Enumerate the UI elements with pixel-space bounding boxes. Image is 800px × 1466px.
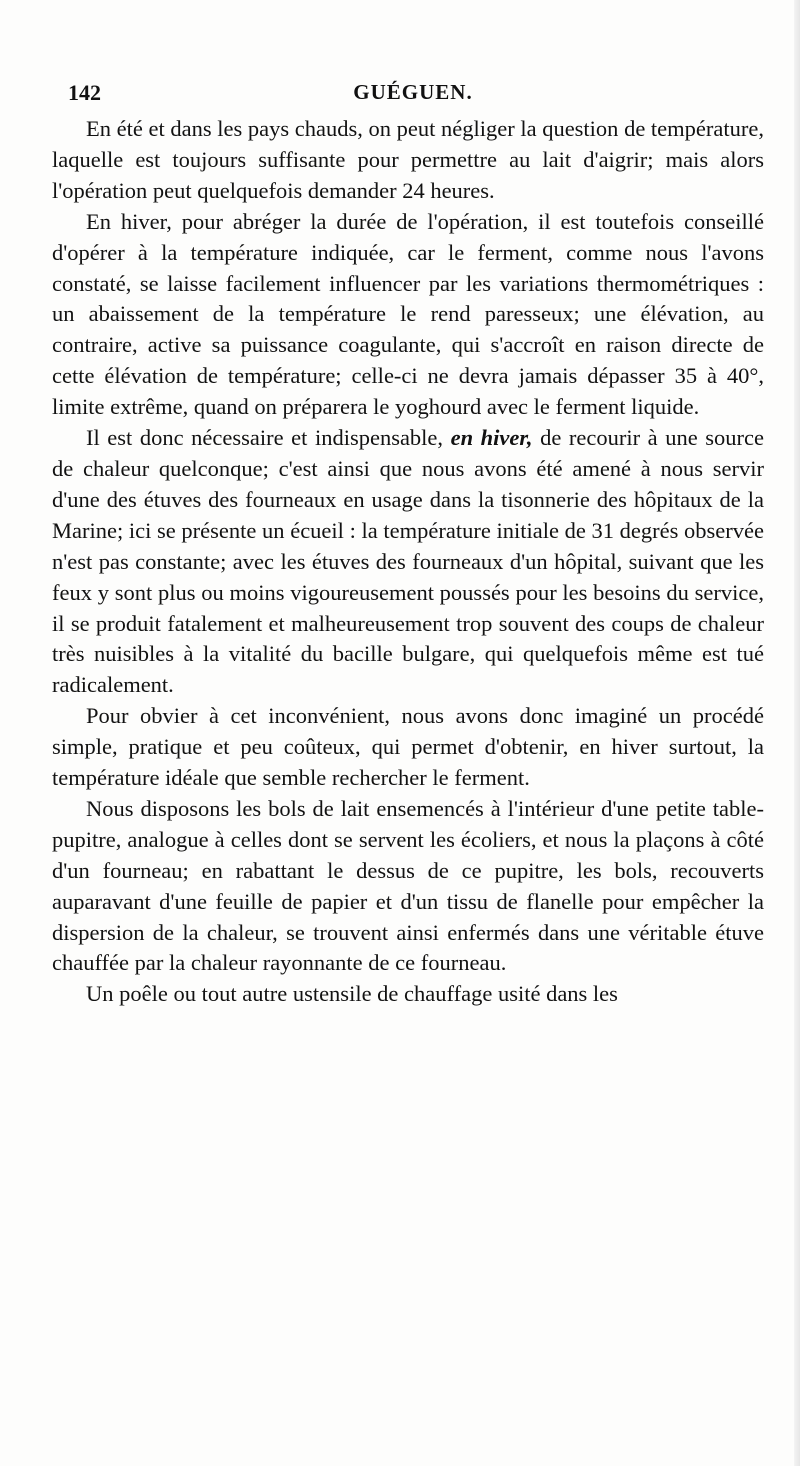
paragraph-text: de recourir à une source de chaleur quelconque; c'est ainsi que nous avons été amené à nous servir d'une des étuves des fourneaux en usage dans la tisonnerie des hôpitaux de la Marine; ici se présente un écueil : la température initiale de 31 degrés observée n'est pas constante; avec les étuves des fourneaux d'un hôpital, suivant que les feux y sont plus ou moins vigoureusement poussés pour les besoins du service, il se produit fatalement et malheureusement trop souvent des coups de chaleur très nuisibles à la vitalité du bacille bulgare, qui quelquefois même est tué radicalement. [52,425,764,698]
running-head: GUÉGUEN. [353,80,473,104]
paragraph: Nous disposons les bols de lait ensemencés à l'intérieur d'une petite table-pupitre, analogue à celles dont se servent les écoliers, et nous la plaçons à côté d'un fourneau; en rabattant le dessus de ce pupitre, les bols, recouverts auparavant d'une feuille de papier et d'un tissu de flanelle pour empêcher la dispersion de la chaleur, se trouvent ainsi enfermés dans une véritable étuve chauffée par la chaleur rayonnante de ce fourneau. [52,795,764,976]
emphasis-text: en hiver, [450,425,533,451]
page-header [68,80,758,112]
paragraph: En hiver, pour abréger la durée de l'opération, il est toutefois conseillé d'opérer à la température indiquée, car le ferment, comme nous l'avons constaté, se laisse facilement influencer par les variations thermométriques : un abaissement de la température le rend paresseux; une élévation, au contraire, active sa puissance coagulante, qui s'accroît en raison directe de cette élévation de température; celle-ci ne devra jamais dépasser 35 à 40°, limite extrême, quand on préparera le yoghourd avec le ferment liquide. [52,208,764,420]
page-number: 142 [68,80,101,105]
paragraph: Un poêle ou tout autre ustensile de chauffage usité dans les [86,981,618,1007]
paragraph: En été et dans les pays chauds, on peut négliger la question de température, laquelle est toujours suffisante pour permettre au lait d'aigrir; mais alors l'opération peut quelquefois demander 24 heures. [52,116,764,203]
paragraph [52,423,764,701]
paragraph-text: Il est donc nécessaire et indispensable, [86,425,451,451]
body-text [52,114,764,1010]
paragraph: Pour obvier à cet inconvénient, nous avons donc imaginé un procédé simple, pratique et peu coûteux, qui permet d'obtenir, en hiver surtout, la température idéale que semble rechercher le ferment. [52,703,764,791]
scan-edge [794,0,800,1466]
